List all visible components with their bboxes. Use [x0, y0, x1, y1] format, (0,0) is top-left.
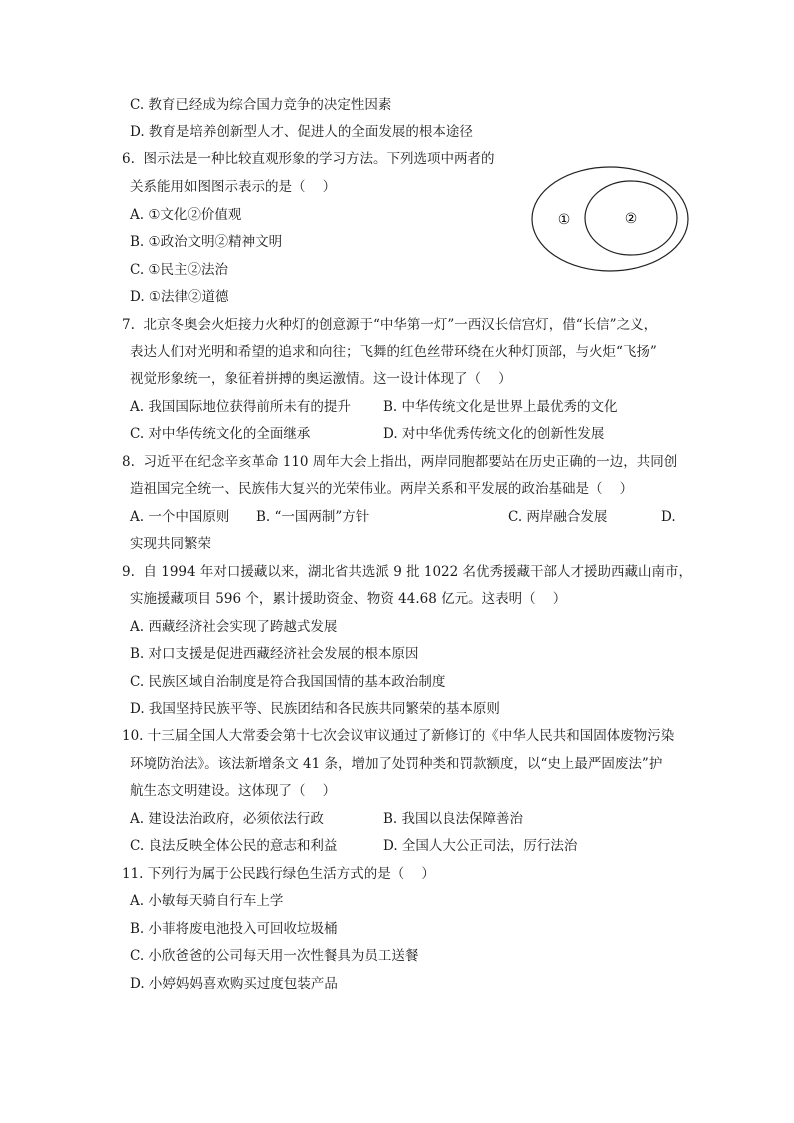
q9-option-b: B. 对口支援是促进西藏经济社会发展的根本原因: [130, 646, 419, 662]
q8-option-c: C. 两岸融合发展: [508, 509, 608, 525]
q7-stem-line1: 7. 北京冬奥会火炬接力火种灯的创意源于“中华第一灯”一西汉长信宫灯，借“长信”之义，: [122, 317, 658, 333]
q7-option-c: C. 对中华传统文化的全面继承: [130, 426, 311, 442]
q11-stem-line1: 11. 下列行为属于公民践行绿色生活方式的是（ ）: [122, 866, 435, 882]
q10-option-a: A. 建设法治政府，必须依法行政: [130, 811, 324, 827]
q9-stem-line1: 9. 自 1994 年对口援藏以来，湖北省共选派 9 批 1022 名优秀援藏干部人才援助西藏山南市，: [122, 564, 693, 580]
q7-option-a: A. 我国国际地位获得前所未有的提升: [130, 399, 351, 415]
q8-option-d: D.: [661, 509, 676, 525]
q6-option-b: B. ①政治文明②精神文明: [130, 234, 283, 250]
q6-venn-diagram: [530, 165, 690, 275]
q10-stem-line3: 航生态文明建设。这体现了（ ）: [130, 783, 337, 799]
q7-stem-line2: 表达人们对光明和希望的追求和向往；飞舞的红色丝带环绕在火种灯顶部，与火炬“飞扬”: [130, 344, 657, 360]
q8-option-d-text: 实现共同繁荣: [130, 536, 211, 552]
q10-stem-line2: 环境防治法》。该法新增条文 41 条，增加了处罚种类和罚款额度，以“史上最严固废法”护: [130, 756, 663, 772]
q8-stem-line1: 8. 习近平在纪念辛亥革命 110 周年大会上指出，两岸同胞都要站在历史正确的一边，共同创: [122, 454, 678, 470]
q8-option-b: B. “一国两制”方针: [256, 509, 370, 525]
q11-option-d: D. 小婷妈妈喜欢购买过度包装产品: [130, 976, 338, 992]
q8-option-a: A. 一个中国原则: [130, 509, 230, 525]
q10-option-d: D. 全国人大公正司法，厉行法治: [383, 838, 578, 854]
q9-option-d: D. 我国坚持民族平等、民族团结和各民族共同繁荣的基本原则: [130, 701, 500, 717]
q11-option-c: C. 小欣爸爸的公司每天用一次性餐具为员工送餐: [130, 948, 419, 964]
q5-option-c: C. 教育已经成为综合国力竞争的决定性因素: [130, 97, 392, 113]
q10-option-c: C. 良法反映全体公民的意志和利益: [130, 838, 338, 854]
q10-stem-line1: 10. 十三届全国人大常委会第十七次会议审议通过了新修订的《中华人民共和国固体废物污染: [122, 728, 675, 744]
q10-option-b: B. 我国以良法保障善治: [383, 811, 524, 827]
q6-option-a: A. ①文化②价值观: [130, 207, 242, 223]
inner-label: ②: [624, 211, 638, 227]
q6-stem-line1: 6. 图示法是一种比较直观形象的学习方法。下列选项中两者的: [122, 151, 495, 167]
q7-stem-line3: 视觉形象统一，象征着拼搏的奥运激情。这一设计体现了（ ）: [130, 371, 512, 387]
q11-option-a: A. 小敏每天骑自行车上学: [130, 893, 284, 909]
q6-option-c: C. ①民主②法治: [130, 262, 229, 278]
q6-option-d: D. ①法律②道德: [130, 289, 229, 305]
outer-ellipse: [532, 167, 688, 271]
q5-option-d: D. 教育是培养创新型人才、促进人的全面发展的根本途径: [130, 124, 473, 140]
q8-stem-line2: 造祖国完全统一、民族伟大复兴的光荣伟业。两岸关系和平发展的政治基础是（ ）: [130, 481, 634, 497]
outer-label: ①: [557, 212, 571, 228]
q11-option-b: B. 小菲将废电池投入可回收垃圾桶: [130, 921, 338, 937]
q7-option-b: B. 中华传统文化是世界上最优秀的文化: [383, 399, 618, 415]
q7-option-d: D. 对中华优秀传统文化的创新性发展: [383, 426, 605, 442]
q6-stem-line2: 关系能用如图图示表示的是（ ）: [130, 179, 337, 195]
q9-stem-line2: 实施援藏项目 596 个，累计援助资金、物资 44.68 亿元。这表明（ ）: [130, 591, 567, 607]
q9-option-c: C. 民族区域自治制度是符合我国国情的基本政治制度: [130, 674, 446, 690]
q9-option-a: A. 西藏经济社会实现了跨越式发展: [130, 619, 338, 635]
